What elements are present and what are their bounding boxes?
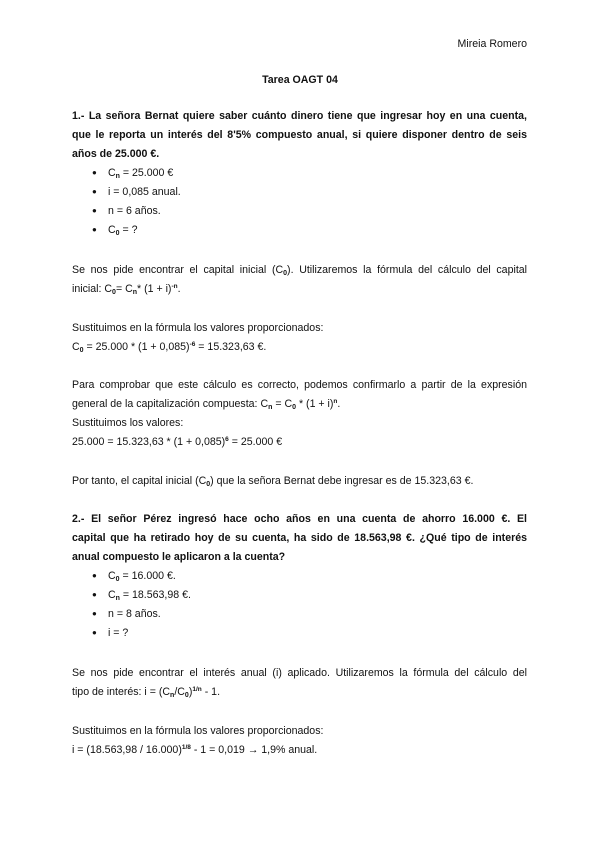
q2-para2-line-1: Sustituimos en la fórmula los valores proporcionados:	[72, 725, 324, 737]
bullet-dot-icon: ●	[92, 187, 97, 196]
q1-verification: $25.000 = 15.323,63 * (1 + 0,085)^6 = 25.000$ €	[72, 436, 283, 448]
q1-para3-line-3: Sustituimos los valores:	[72, 417, 184, 429]
bullet-dot-icon: ●	[92, 628, 97, 637]
q2-heading-line-1: 2.- El señor Pérez ingresó hace ocho años en una cuenta de ahorro 16.000 €. El	[72, 513, 527, 525]
q1-data-item: $C_0$ = ?	[108, 224, 138, 237]
bullet-dot-icon: ●	[92, 571, 97, 580]
document-title: Tarea OAGT 04	[262, 74, 338, 86]
q1-formula-result: $C_0 = 25.000 * (1 + 0,085)^{-6} = 15.323,63$ €.	[72, 341, 267, 354]
bullet-dot-icon: ●	[92, 609, 97, 618]
bullet-dot-icon: ●	[92, 225, 97, 234]
q1-heading-line-2: que le reporta un interés del 8'5% compuesto anual, si quiere disponer dentro de seis	[72, 129, 527, 141]
q2-para1-line-2: tipo de interés: $i = (C_n/C_0)^{1/n} - 1$.	[72, 686, 221, 699]
q2-formula-result: i = (18.563,98 / 16.000)$^{1/8}$ - 1 = 0,019 → 1,9% anual.	[72, 744, 318, 756]
q2-data-item: i = ?	[108, 627, 129, 639]
q1-para1-line-1: Se nos pide encontrar el capital inicial $(C_0)$. Utilizaremos la fórmula del cálculo del capital	[72, 264, 528, 277]
q2-para1-line-1: Se nos pide encontrar el interés anual (i) aplicado. Utilizaremos la fórmula del cálculo del	[72, 667, 527, 679]
bullet-dot-icon: ●	[92, 206, 97, 215]
q2-data-item: $C_0 = 16.000$ €.	[108, 570, 176, 583]
bullet-dot-icon: ●	[92, 590, 97, 599]
q2-heading-line-2: capital que ha retirado hoy de su cuenta, ha sido de 18.563,98 €. ¿Qué tipo de interés	[72, 532, 527, 544]
q1-heading-line-3: años de 25.000 €.	[72, 148, 160, 160]
q1-data-item: $C_n = 25.000$ €	[108, 167, 174, 180]
q1-heading-line-1: 1.- La señora Bernat quiere saber cuánto dinero tiene que ingresar hoy en una cuenta,	[72, 110, 527, 122]
bullet-dot-icon: ●	[92, 168, 97, 177]
q1-para3-line-1: Para comprobar que este cálculo es correcto, podemos confirmarlo a partir de la expresión	[72, 379, 527, 391]
q1-para1-line-2: inicial: $C_0= C_n*$ $(1 + i)^{-n}$.	[72, 283, 181, 296]
q1-conclusion: Por tanto, el capital inicial $(C_0)$ que la señora Bernat debe ingresar es de 15.323,63 €.	[72, 475, 474, 488]
q2-heading-line-3: anual compuesto le aplicaron a la cuenta?	[72, 551, 286, 563]
q1-para2-line-1: Sustituimos en la fórmula los valores proporcionados:	[72, 322, 324, 334]
q1-data-item: n = 6 años.	[108, 205, 161, 217]
author-name: Mireia Romero	[457, 38, 527, 50]
q2-data-item: $C_n = 18.563,98$ €.	[108, 589, 191, 602]
q1-data-item: i = 0,085 anual.	[108, 186, 181, 198]
q1-para3-line-2: general de la capitalización compuesta: $C_n = C_0 * (1 + i)^n$.	[72, 398, 341, 411]
q2-data-item: n = 8 años.	[108, 608, 161, 620]
